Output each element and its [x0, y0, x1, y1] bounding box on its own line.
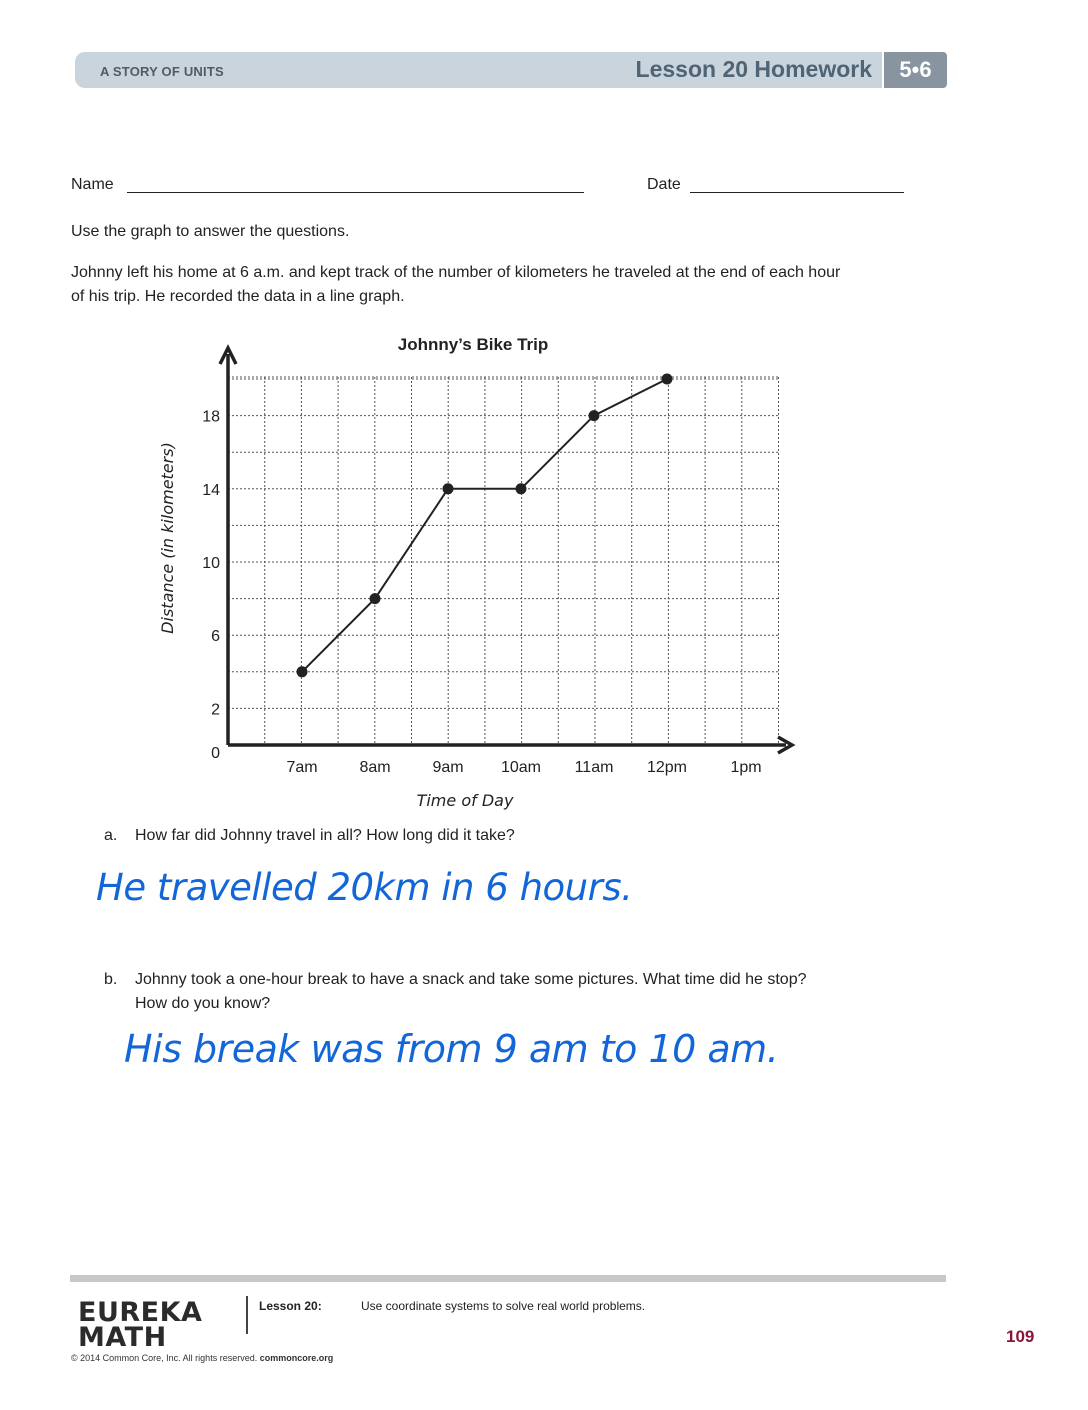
logo-line-2: MATH [78, 1322, 167, 1353]
x-tick-label: 8am [359, 759, 391, 776]
page-number: 109 [1006, 1327, 1035, 1346]
y-axis-label: Distance (in kilometers) [158, 442, 177, 634]
eureka-math-logo [78, 1297, 203, 1353]
logo-line-1: EUREKA [78, 1297, 203, 1328]
grade-module-badge: 5•6 [884, 52, 947, 88]
question-b-text-1: Johnny took a one-hour break to have a snack and take some pictures. What time did he stop? [135, 971, 807, 988]
footer-lesson-desc: Use coordinate systems to solve real world problems. [361, 1299, 646, 1313]
x-tick-label: 1pm [730, 759, 762, 776]
y-tick-label: 0 [211, 745, 220, 762]
data-point [443, 483, 454, 494]
y-tick-label: 2 [211, 701, 220, 719]
x-tick-label: 7am [286, 759, 318, 776]
x-tick-labels [286, 759, 761, 776]
footer-lesson-label: Lesson 20: [259, 1299, 322, 1313]
data-point [662, 374, 673, 385]
y-tick-label: 10 [202, 555, 220, 572]
series-name: A STORY OF UNITS [100, 64, 224, 79]
intro-line-2: of his trip. He recorded the data in a line graph. [71, 288, 405, 305]
data-point [589, 410, 600, 421]
chart-grid [228, 377, 779, 745]
x-tick-label: 11am [574, 759, 614, 776]
footer-divider [70, 1275, 946, 1282]
answer-a-handwriting: He travelled 20km in 6 hours. [96, 866, 633, 909]
x-tick-label: 10am [500, 759, 542, 776]
copyright-site: commoncore.org [259, 1353, 334, 1363]
question-b-letter: b. [104, 971, 118, 988]
question-b-text-2: How do you know? [135, 995, 271, 1012]
data-point [370, 593, 381, 604]
question-a-letter: a. [104, 827, 118, 844]
name-field[interactable] [127, 192, 584, 193]
x-tick-label: 9am [432, 759, 464, 776]
y-tick-label: 14 [202, 481, 220, 499]
date-field[interactable] [690, 192, 904, 193]
chart-axes [220, 348, 792, 753]
intro-line-1: Johnny left his home at 6 a.m. and kept track of the number of kilometers he traveled at the end of each hour [71, 264, 841, 281]
footer-copyright [71, 1353, 333, 1363]
name-label: Name [71, 176, 114, 193]
answer-b-handwriting: His break was from 9 am to 10 am. [124, 1027, 779, 1071]
y-tick-label: 6 [211, 628, 220, 646]
y-tick-label: 18 [202, 408, 220, 426]
x-tick-label: 12pm [646, 759, 688, 776]
y-tick-labels [202, 409, 220, 762]
question-a-text: How far did Johnny travel in all? How long did it take? [135, 827, 515, 844]
x-axis-label: Time of Day [416, 791, 514, 810]
lesson-title: Lesson 20 Homework [635, 56, 872, 82]
data-point [297, 666, 308, 677]
footer-separator [246, 1296, 248, 1334]
copyright-text: © 2014 Common Core, Inc. All rights reserved. [71, 1353, 258, 1363]
date-label: Date [647, 176, 681, 193]
instructions: Use the graph to answer the questions. [71, 223, 350, 240]
data-point [516, 483, 527, 494]
line-chart [150, 330, 810, 820]
chart-title: Johnny’s Bike Trip [397, 335, 549, 354]
